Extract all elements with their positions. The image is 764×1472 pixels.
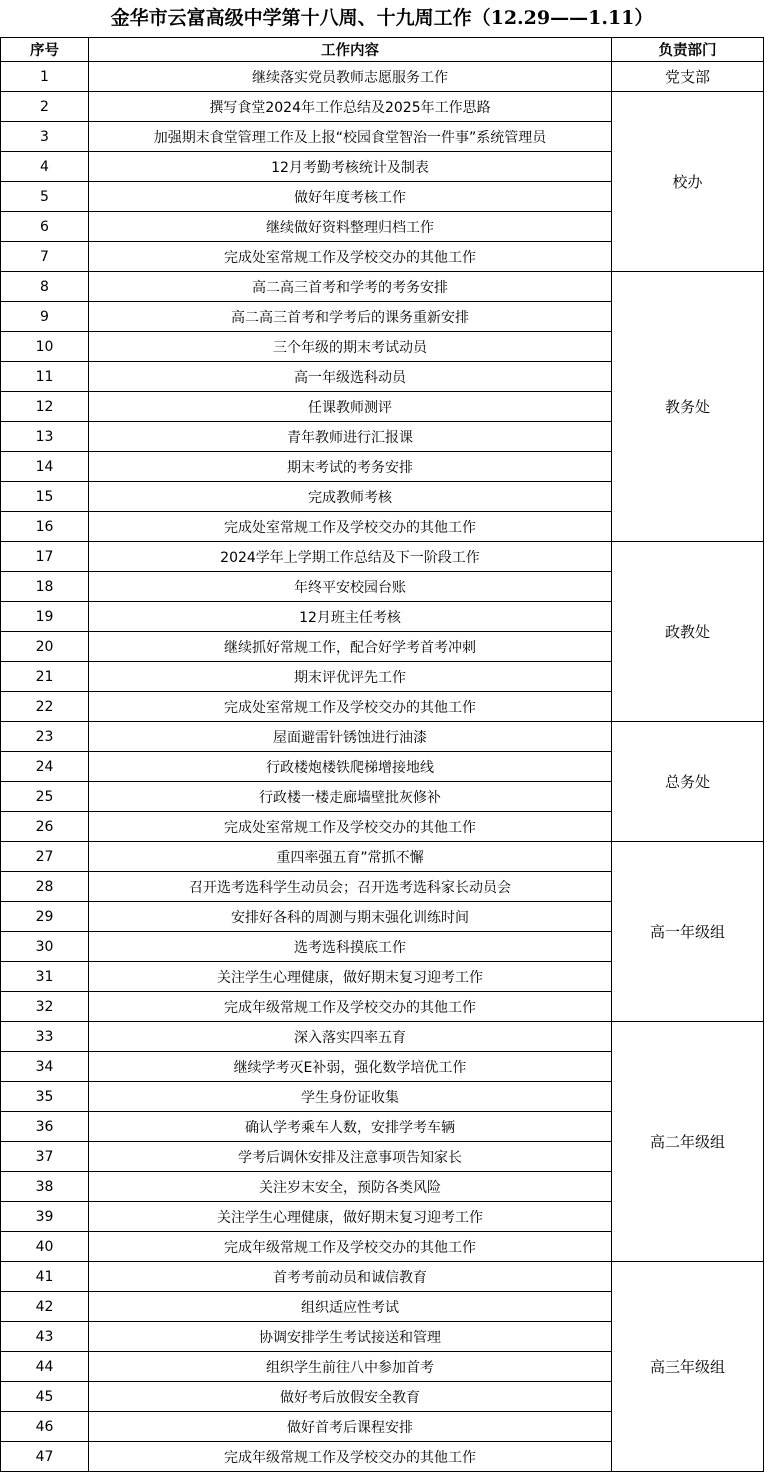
task-content: 召开选考选科学生动员会；召开选考选科家长动员会: [89, 872, 612, 902]
task-content: 任课教师测评: [89, 392, 612, 422]
table-row: [1, 272, 764, 302]
task-content: 确认学考乘车人数，安排学考车辆: [89, 1112, 612, 1142]
row-number: 42: [1, 1292, 89, 1322]
row-number: 6: [1, 212, 89, 242]
task-content: 安排好各科的周测与期末强化训练时间: [89, 902, 612, 932]
row-number: 24: [1, 752, 89, 782]
task-content: 选考选科摸底工作: [89, 932, 612, 962]
task-content: 高二高三首考和学考的考务安排: [89, 272, 612, 302]
row-number: 3: [1, 122, 89, 152]
header-content: 工作内容: [89, 38, 612, 62]
task-content: 做好考后放假安全教育: [89, 1382, 612, 1412]
task-content: 高一年级选科动员: [89, 362, 612, 392]
row-number: 31: [1, 962, 89, 992]
responsible-department: 高一年级组: [612, 842, 764, 1022]
row-number: 38: [1, 1172, 89, 1202]
responsible-department: 高三年级组: [612, 1262, 764, 1472]
table-header-row: [1, 38, 764, 62]
row-number: 5: [1, 182, 89, 212]
task-content: 继续学考灭E补弱，强化数学培优工作: [89, 1052, 612, 1082]
responsible-department: 高二年级组: [612, 1022, 764, 1262]
responsible-department: 政教处: [612, 542, 764, 722]
row-number: 36: [1, 1112, 89, 1142]
task-content: 三个年级的期末考试动员: [89, 332, 612, 362]
task-content: 2024学年上学期工作总结及下一阶段工作: [89, 542, 612, 572]
task-content: 12月考勤考核统计及制表: [89, 152, 612, 182]
row-number: 35: [1, 1082, 89, 1112]
task-content: 做好年度考核工作: [89, 182, 612, 212]
row-number: 2: [1, 92, 89, 122]
row-number: 14: [1, 452, 89, 482]
task-content: 期末评优评先工作: [89, 662, 612, 692]
header-dept: 负责部门: [612, 38, 764, 62]
row-number: 18: [1, 572, 89, 602]
row-number: 13: [1, 422, 89, 452]
row-number: 47: [1, 1442, 89, 1472]
row-number: 21: [1, 662, 89, 692]
row-number: 30: [1, 932, 89, 962]
row-number: 10: [1, 332, 89, 362]
row-number: 40: [1, 1232, 89, 1262]
row-number: 28: [1, 872, 89, 902]
row-number: 16: [1, 512, 89, 542]
task-content: 高二高三首考和学考后的课务重新安排: [89, 302, 612, 332]
row-number: 9: [1, 302, 89, 332]
row-number: 15: [1, 482, 89, 512]
table-row: [1, 542, 764, 572]
row-number: 25: [1, 782, 89, 812]
table-row: [1, 722, 764, 752]
row-number: 17: [1, 542, 89, 572]
task-content: 关注学生心理健康，做好期末复习迎考工作: [89, 962, 612, 992]
task-content: 完成年级常规工作及学校交办的其他工作: [89, 992, 612, 1022]
row-number: 41: [1, 1262, 89, 1292]
row-number: 43: [1, 1322, 89, 1352]
task-content: 完成年级常规工作及学校交办的其他工作: [89, 1442, 612, 1472]
row-number: 37: [1, 1142, 89, 1172]
table-row: [1, 1022, 764, 1052]
task-content: 关注岁末安全，预防各类风险: [89, 1172, 612, 1202]
responsible-department: 教务处: [612, 272, 764, 542]
table-row: [1, 842, 764, 872]
task-content: 组织学生前往八中参加首考: [89, 1352, 612, 1382]
task-content: 12月班主任考核: [89, 602, 612, 632]
row-number: 27: [1, 842, 89, 872]
task-content: 协调安排学生考试接送和管理: [89, 1322, 612, 1352]
task-content: 行政楼炮楼铁爬梯增接地线: [89, 752, 612, 782]
table-body: [1, 62, 764, 1472]
task-content: 做好首考后课程安排: [89, 1412, 612, 1442]
task-content: 继续抓好常规工作，配合好学考首考冲刺: [89, 632, 612, 662]
row-number: 45: [1, 1382, 89, 1412]
table-row: [1, 92, 764, 122]
row-number: 29: [1, 902, 89, 932]
row-number: 4: [1, 152, 89, 182]
row-number: 7: [1, 242, 89, 272]
row-number: 20: [1, 632, 89, 662]
task-content: 深入落实四率五育: [89, 1022, 612, 1052]
responsible-department: 党支部: [612, 62, 764, 92]
header-num: 序号: [1, 38, 89, 62]
row-number: 39: [1, 1202, 89, 1232]
row-number: 23: [1, 722, 89, 752]
task-content: 撰写食堂2024年工作总结及2025年工作思路: [89, 92, 612, 122]
task-content: 学考后调休安排及注意事项告知家长: [89, 1142, 612, 1172]
task-content: 期末考试的考务安排: [89, 452, 612, 482]
row-number: 1: [1, 62, 89, 92]
task-content: 完成年级常规工作及学校交办的其他工作: [89, 1232, 612, 1262]
row-number: 26: [1, 812, 89, 842]
row-number: 12: [1, 392, 89, 422]
task-content: 加强期末食堂管理工作及上报“校园食堂智治一件事”系统管理员: [89, 122, 612, 152]
table-row: [1, 1262, 764, 1292]
task-content: 完成教师考核: [89, 482, 612, 512]
task-content: 关注学生心理健康，做好期末复习迎考工作: [89, 1202, 612, 1232]
row-number: 11: [1, 362, 89, 392]
row-number: 44: [1, 1352, 89, 1382]
task-content: 组织适应性考试: [89, 1292, 612, 1322]
task-content: 完成处室常规工作及学校交办的其他工作: [89, 692, 612, 722]
responsible-department: 校办: [612, 92, 764, 272]
responsible-department: 总务处: [612, 722, 764, 842]
page-title: 金华市云富高级中学第十八周、十九周工作（12.29——1.11）: [110, 7, 654, 29]
task-content: 继续做好资料整理归档工作: [89, 212, 612, 242]
task-content: 首考考前动员和诚信教育: [89, 1262, 612, 1292]
row-number: 33: [1, 1022, 89, 1052]
task-content: 行政楼一楼走廊墙壁批灰修补: [89, 782, 612, 812]
task-content: 青年教师进行汇报课: [89, 422, 612, 452]
row-number: 34: [1, 1052, 89, 1082]
table-row: [1, 62, 764, 92]
row-number: 8: [1, 272, 89, 302]
row-number: 19: [1, 602, 89, 632]
task-content: 屋面避雷针锈蚀进行油漆: [89, 722, 612, 752]
task-content: 完成处室常规工作及学校交办的其他工作: [89, 812, 612, 842]
row-number: 32: [1, 992, 89, 1022]
task-content: 完成处室常规工作及学校交办的其他工作: [89, 242, 612, 272]
task-content: 重四率强五育”常抓不懈: [89, 842, 612, 872]
task-content: 继续落实党员教师志愿服务工作: [89, 62, 612, 92]
work-schedule-table: [0, 37, 764, 1472]
task-content: 学生身份证收集: [89, 1082, 612, 1112]
task-content: 完成处室常规工作及学校交办的其他工作: [89, 512, 612, 542]
row-number: 22: [1, 692, 89, 722]
row-number: 46: [1, 1412, 89, 1442]
task-content: 年终平安校园台账: [89, 572, 612, 602]
